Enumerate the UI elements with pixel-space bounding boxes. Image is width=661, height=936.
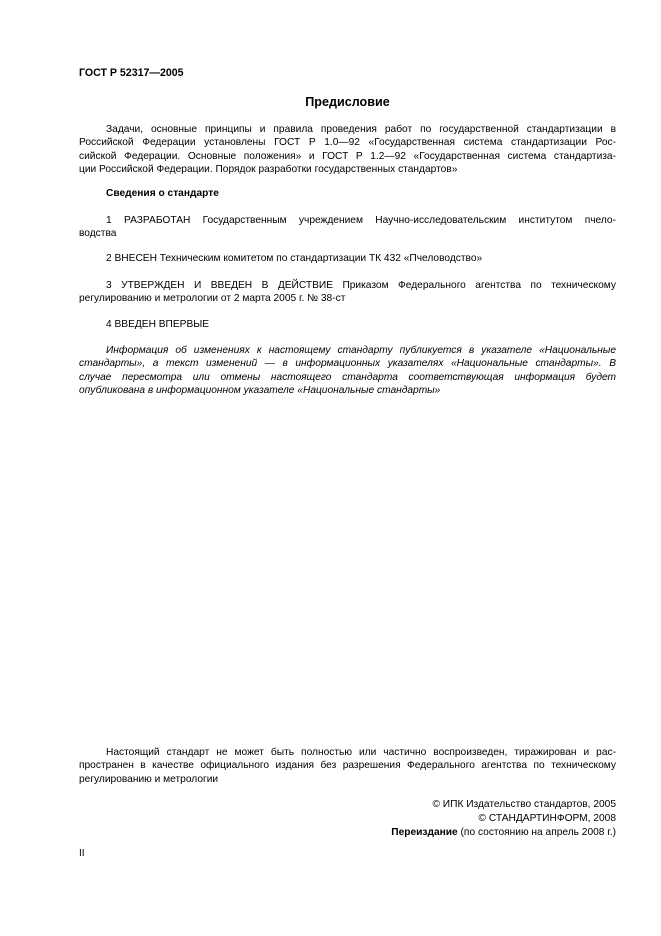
reissue-label: Переиздание — [391, 827, 458, 838]
page-title: Предисловие — [305, 95, 390, 109]
intro-paragraph — [79, 123, 616, 176]
intro-line: Задачи, основные принципы и правила проведения работ по государственной стандартизации в — [106, 124, 616, 135]
item-4 — [79, 318, 616, 331]
notice-line: Информация об изменениях к настоящему стандарту публикуется в указателе «Национальные — [106, 345, 616, 356]
copyright-ipk: © ИПК Издательство стандартов, 2005 — [432, 799, 616, 810]
item-3-line: регулированию и метрологии от 2 марта 2005 г. № 38-ст — [79, 293, 346, 305]
item-3-line: 3 УТВЕРЖДЕН И ВВЕДЕН В ДЕЙСТВИЕ Приказом Федерального агентства по техническому — [106, 280, 616, 291]
item-1-line: 1 РАЗРАБОТАН Государственным учреждением Научно-исследовательским институтом пчело- — [106, 215, 616, 226]
document-id: ГОСТ Р 52317—2005 — [79, 67, 184, 79]
notice-line: стандарты», а текст изменений — в информационных указателях «Национальные стандарты». В — [79, 358, 616, 370]
intro-line: Российской Федерации установлены ГОСТ Р 1.0—92 «Государственная система стандартизации Рос- — [79, 137, 616, 149]
reissue-line — [391, 826, 616, 840]
reproduction-line: пространен в качестве официального издания без разрешения Федерального агентства по техническому — [79, 760, 616, 772]
reproduction-notice — [79, 746, 616, 786]
page-number: II — [79, 848, 85, 859]
copyright-block — [391, 798, 616, 840]
notice-line: опубликована в информационном указателе «Национальные стандарты» — [79, 384, 441, 396]
intro-line: сийской Федерации. Основные положения» и ГОСТ Р 1.2—92 «Государственная система стандартиза- — [79, 150, 616, 162]
copyright-standartinform: © СТАНДАРТИНФОРМ, 2008 — [478, 813, 616, 824]
reproduction-line: регулированию и метрологии — [79, 773, 219, 785]
intro-line: ции Российской Федерации. Порядок разработки государственных стандартов» — [79, 163, 458, 175]
item-1-line: водства — [79, 228, 117, 240]
reproduction-line: Настоящий стандарт не может быть полностью или частично воспроизведен, тиражирован и рас- — [106, 747, 616, 758]
reissue-text: (по состоянию на апрель 2008 г.) — [457, 827, 616, 838]
item-4-line: 4 ВВЕДЕН ВПЕРВЫЕ — [106, 319, 210, 330]
info-heading: Сведения о стандарте — [106, 188, 219, 199]
notice-paragraph — [79, 344, 616, 397]
item-1 — [79, 214, 616, 241]
item-2 — [79, 252, 616, 265]
item-3 — [79, 279, 616, 306]
notice-line: случае пересмотра или отмены настоящего стандарта соответствующая информация будет — [79, 371, 616, 383]
item-2-line: 2 ВНЕСЕН Техническим комитетом по стандартизации ТК 432 «Пчеловодство» — [106, 253, 483, 264]
